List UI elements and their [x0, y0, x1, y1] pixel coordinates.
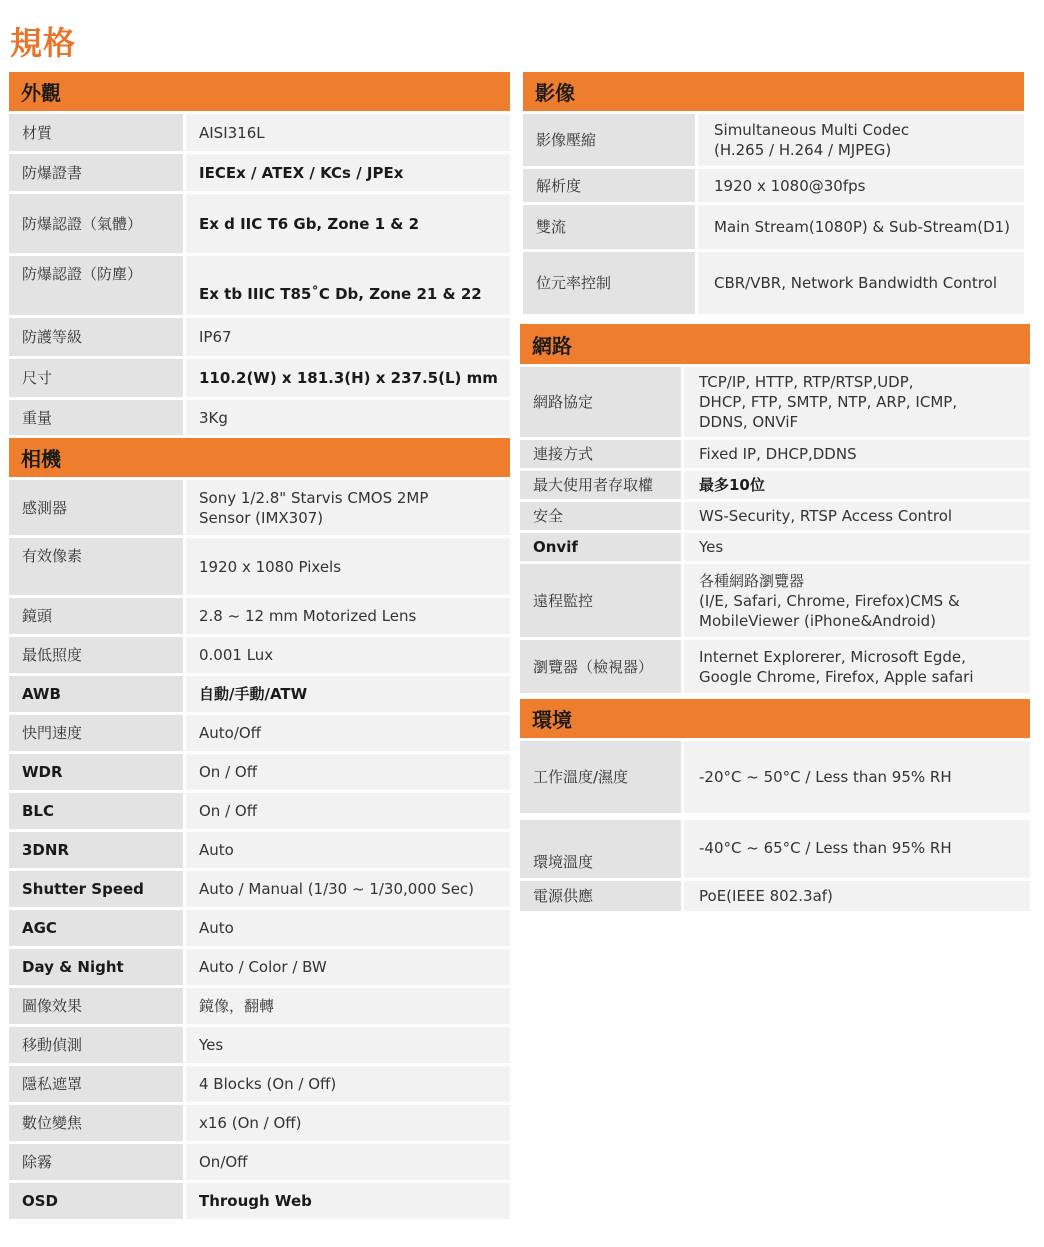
spec-value: Fixed IP, DHCP,DDNS — [684, 440, 1030, 468]
section-header-network: 網路 — [520, 324, 1030, 364]
section-header-environment: 環境 — [520, 699, 1030, 738]
spec-value: Auto — [186, 832, 510, 868]
table-row — [9, 910, 510, 946]
spec-label: AGC — [9, 910, 183, 946]
image-table — [523, 114, 1024, 317]
right-column-image — [523, 72, 1024, 317]
spec-label: 環境溫度 — [520, 820, 681, 878]
network-table — [520, 367, 1030, 696]
table-row — [9, 793, 510, 829]
spec-label: OSD — [9, 1183, 183, 1219]
spec-value: Internet Explorerer, Microsoft Egde, Google Chrome, Firefox, Apple safari — [684, 640, 1030, 693]
spec-label: 防護等級 — [9, 318, 183, 356]
spec-label: 瀏覽器（檢視器） — [520, 640, 681, 693]
spec-label: AWB — [9, 676, 183, 712]
spec-label: 防爆認證（氣體） — [9, 194, 183, 253]
spec-label: 影像壓縮 — [523, 114, 695, 166]
table-row — [9, 1183, 510, 1219]
spec-label: 除霧 — [9, 1144, 183, 1180]
table-row — [520, 881, 1030, 911]
table-row — [520, 367, 1030, 437]
spec-label: 位元率控制 — [523, 252, 695, 314]
spec-label: 3DNR — [9, 832, 183, 868]
camera-table — [9, 480, 510, 1222]
spec-label: 感測器 — [9, 480, 183, 535]
spec-value: Auto / Manual (1/30 ~ 1/30,000 Sec) — [186, 871, 510, 907]
table-row — [520, 440, 1030, 468]
table-row — [9, 400, 510, 435]
table-row — [9, 1144, 510, 1180]
spec-label: 最大使用者存取權 — [520, 471, 681, 499]
spec-value: Main Stream(1080P) & Sub-Stream(D1) — [698, 205, 1024, 249]
table-row — [523, 205, 1024, 249]
spec-value: Auto / Color / BW — [186, 949, 510, 985]
spec-value: Yes — [186, 1027, 510, 1063]
spec-value: Through Web — [186, 1183, 510, 1219]
spec-label: 防爆認證（防塵） — [9, 256, 183, 315]
spec-value: 110.2(W) x 181.3(H) x 237.5(L) mm — [186, 359, 510, 397]
spec-value: On/Off — [186, 1144, 510, 1180]
table-row — [9, 318, 510, 356]
spec-value: CBR/VBR, Network Bandwidth Control — [698, 252, 1024, 314]
spec-value: TCP/IP, HTTP, RTP/RTSP,UDP, DHCP, FTP, SMTP, NTP, ARP, ICMP, DDNS, ONViF — [684, 367, 1030, 437]
spec-label: 重量 — [9, 400, 183, 435]
spec-label: 解析度 — [523, 169, 695, 202]
spec-label: 數位變焦 — [9, 1105, 183, 1141]
spec-label: 移動偵測 — [9, 1027, 183, 1063]
table-row — [520, 741, 1030, 813]
table-row — [523, 252, 1024, 314]
spec-value: 自動/手動/ATW — [186, 676, 510, 712]
spec-label: WDR — [9, 754, 183, 790]
section-header-camera: 相機 — [9, 438, 510, 477]
spec-value: -40°C ~ 65°C / Less than 95% RH — [684, 820, 1030, 878]
section-header-exterior: 外觀 — [9, 72, 510, 111]
table-row — [9, 715, 510, 751]
table-row — [9, 949, 510, 985]
spec-value: Ex d IIC T6 Gb, Zone 1 & 2 — [186, 194, 510, 253]
left-column — [9, 72, 510, 1222]
spec-value: AISI316L — [186, 114, 510, 151]
spec-value: IECEx / ATEX / KCs / JPEx — [186, 154, 510, 191]
spec-label: 尺寸 — [9, 359, 183, 397]
table-row — [9, 1066, 510, 1102]
environment-table — [520, 741, 1030, 914]
spec-value: -20°C ~ 50°C / Less than 95% RH — [684, 741, 1030, 813]
table-row — [9, 154, 510, 191]
spec-value: 0.001 Lux — [186, 637, 510, 673]
table-row — [520, 502, 1030, 530]
table-row — [9, 114, 510, 151]
section-header-image: 影像 — [523, 72, 1024, 111]
spec-value: 4 Blocks (On / Off) — [186, 1066, 510, 1102]
spec-label: Onvif — [520, 533, 681, 561]
table-row — [520, 640, 1030, 693]
spec-label: 雙流 — [523, 205, 695, 249]
table-row — [520, 564, 1030, 637]
spec-value: Auto — [186, 910, 510, 946]
spec-value: Ex tb IIIC T85˚C Db, Zone 21 & 22 — [186, 256, 510, 315]
spec-value: x16 (On / Off) — [186, 1105, 510, 1141]
spec-value: PoE(IEEE 802.3af) — [684, 881, 1030, 911]
spec-label: 最低照度 — [9, 637, 183, 673]
table-row — [523, 169, 1024, 202]
spec-label: Day & Night — [9, 949, 183, 985]
table-row — [9, 256, 510, 315]
spec-value: Simultaneous Multi Codec (H.265 / H.264 / MJPEG) — [698, 114, 1024, 166]
spec-value: Yes — [684, 533, 1030, 561]
spec-label: 防爆證書 — [9, 154, 183, 191]
table-row — [9, 194, 510, 253]
table-row — [520, 820, 1030, 878]
table-row — [9, 754, 510, 790]
spec-value: 2.8 ~ 12 mm Motorized Lens — [186, 598, 510, 634]
spec-value: 1920 x 1080@30fps — [698, 169, 1024, 202]
spec-value: 鏡像，翻轉 — [186, 988, 510, 1024]
spec-value: 各種網路瀏覽器 (I/E, Safari, Chrome, Firefox)CMS & MobileViewer (iPhone&Android) — [684, 564, 1030, 637]
table-row — [9, 676, 510, 712]
spec-value: On / Off — [186, 793, 510, 829]
spec-value: WS-Security, RTSP Access Control — [684, 502, 1030, 530]
spec-label: 材質 — [9, 114, 183, 151]
table-row — [523, 114, 1024, 166]
table-row — [9, 988, 510, 1024]
spec-value: Auto/Off — [186, 715, 510, 751]
spec-label: 電源供應 — [520, 881, 681, 911]
spec-value: 最多10位 — [684, 471, 1030, 499]
table-row — [9, 359, 510, 397]
table-row — [9, 538, 510, 595]
right-column-network — [520, 324, 1030, 914]
table-row — [9, 637, 510, 673]
spec-label: 快門速度 — [9, 715, 183, 751]
spec-value: 3Kg — [186, 400, 510, 435]
spec-label: 隱私遮罩 — [9, 1066, 183, 1102]
table-row — [9, 598, 510, 634]
spec-value: IP67 — [186, 318, 510, 356]
exterior-table — [9, 114, 510, 438]
spec-label: 圖像效果 — [9, 988, 183, 1024]
page-title: 規格 — [10, 24, 77, 62]
table-row — [520, 533, 1030, 561]
table-row — [9, 832, 510, 868]
spec-label: Shutter Speed — [9, 871, 183, 907]
spec-value: 1920 x 1080 Pixels — [186, 538, 510, 595]
spec-label: 連接方式 — [520, 440, 681, 468]
spec-label: 鏡頭 — [9, 598, 183, 634]
spec-value: On / Off — [186, 754, 510, 790]
spec-label: 安全 — [520, 502, 681, 530]
table-row — [9, 1027, 510, 1063]
table-row — [9, 480, 510, 535]
spec-label: 有效像素 — [9, 538, 183, 595]
spec-label: 網路協定 — [520, 367, 681, 437]
table-row — [9, 1105, 510, 1141]
spec-value: Sony 1/2.8" Starvis CMOS 2MP Sensor (IMX307) — [186, 480, 510, 535]
spec-label: 工作溫度/濕度 — [520, 741, 681, 813]
table-row — [9, 871, 510, 907]
table-row — [520, 471, 1030, 499]
spec-label: 遠程監控 — [520, 564, 681, 637]
spec-label: BLC — [9, 793, 183, 829]
